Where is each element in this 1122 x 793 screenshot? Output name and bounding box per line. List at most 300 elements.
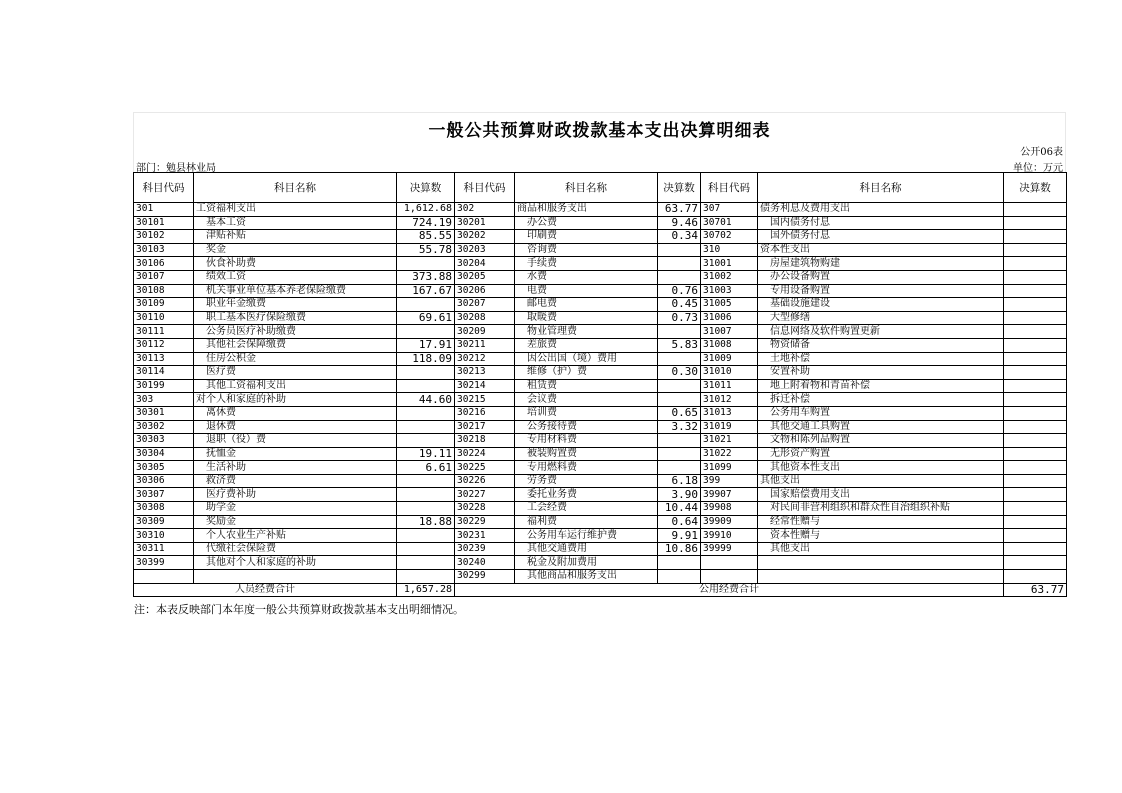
subject-code-cell: 31099 (701, 461, 758, 475)
amount-cell (1004, 203, 1067, 217)
public-total-label: 公用经费合计 (455, 583, 1004, 597)
header-name-1: 科目名称 (194, 173, 397, 203)
amount-cell: 17.91 (397, 338, 455, 352)
table-row (134, 488, 1067, 502)
subject-name-cell: 会议费 (515, 393, 658, 407)
subject-name-cell: 职工基本医疗保险缴费 (194, 311, 397, 325)
subject-code-cell: 31008 (701, 338, 758, 352)
amount-cell (397, 379, 455, 393)
table-row (134, 515, 1067, 529)
table-row (134, 542, 1067, 556)
subject-name-cell: 其他社会保障缴费 (194, 338, 397, 352)
table-row (134, 230, 1067, 244)
table-row (134, 420, 1067, 434)
table-row (134, 393, 1067, 407)
table-row (134, 270, 1067, 284)
subject-code-cell: 30108 (134, 284, 194, 298)
subject-name-cell: 租赁费 (515, 379, 658, 393)
table-row (134, 406, 1067, 420)
subject-code-cell: 30231 (455, 529, 515, 543)
amount-cell: 167.67 (397, 284, 455, 298)
subject-name-cell: 医疗费 (194, 366, 397, 380)
subject-code-cell: 30102 (134, 230, 194, 244)
subject-code-cell: 30701 (701, 216, 758, 230)
amount-cell (1004, 243, 1067, 257)
subject-code-cell: 30214 (455, 379, 515, 393)
subject-code-cell: 30304 (134, 447, 194, 461)
table-row (134, 243, 1067, 257)
subject-code-cell: 31009 (701, 352, 758, 366)
subject-name-cell: 印刷费 (515, 230, 658, 244)
subject-name-cell: 国家赔偿费用支出 (758, 488, 1004, 502)
amount-cell (1004, 406, 1067, 420)
subject-name-cell: 信息网络及软件购置更新 (758, 325, 1004, 339)
amount-cell (1004, 325, 1067, 339)
subject-name-cell: 专用材料费 (515, 434, 658, 448)
amount-cell (658, 434, 701, 448)
subject-name-cell: 邮电费 (515, 298, 658, 312)
subject-name-cell: 奖励金 (194, 515, 397, 529)
subject-code-cell: 303 (134, 393, 194, 407)
amount-cell (1004, 379, 1067, 393)
amount-cell: 9.91 (658, 529, 701, 543)
subject-code-cell: 31013 (701, 406, 758, 420)
table-row (134, 379, 1067, 393)
subject-name-cell: 办公设备购置 (758, 270, 1004, 284)
subject-code-cell: 30110 (134, 311, 194, 325)
subject-code-cell: 30306 (134, 474, 194, 488)
subject-code-cell: 39909 (701, 515, 758, 529)
amount-cell: 0.30 (658, 366, 701, 380)
subject-code-cell (134, 570, 194, 584)
subject-code-cell: 30399 (134, 556, 194, 570)
amount-cell (658, 393, 701, 407)
subject-name-cell: 公务接待费 (515, 420, 658, 434)
subject-name-cell: 其他商品和服务支出 (515, 570, 658, 584)
subject-code-cell: 31001 (701, 257, 758, 271)
subject-name-cell: 助学金 (194, 502, 397, 516)
subject-code-cell: 30702 (701, 230, 758, 244)
report-sheet (133, 112, 1066, 617)
table-row (134, 284, 1067, 298)
subject-code-cell: 30109 (134, 298, 194, 312)
subject-code-cell: 30310 (134, 529, 194, 543)
subject-name-cell: 资本性支出 (758, 243, 1004, 257)
subject-code-cell: 302 (455, 203, 515, 217)
totals-row (134, 583, 1067, 597)
table-row (134, 325, 1067, 339)
subject-name-cell: 代缴社会保险费 (194, 542, 397, 556)
header-code-2: 科目代码 (455, 173, 515, 203)
subject-name-cell: 物业管理费 (515, 325, 658, 339)
table-row (134, 203, 1067, 217)
report-title: 一般公共预算财政拨款基本支出决算明细表 (428, 121, 771, 141)
subject-code-cell: 30216 (455, 406, 515, 420)
amount-cell (1004, 461, 1067, 475)
header-name-2: 科目名称 (515, 173, 658, 203)
subject-name-cell: 其他交通费用 (515, 542, 658, 556)
subject-name-cell (758, 570, 1004, 584)
subject-name-cell: 生活补助 (194, 461, 397, 475)
table-number: 公开06表 (1020, 147, 1063, 158)
subject-code-cell: 301 (134, 203, 194, 217)
subject-name-cell: 办公费 (515, 216, 658, 230)
subject-code-cell: 30229 (455, 515, 515, 529)
subject-name-cell: 离休费 (194, 406, 397, 420)
subject-code-cell: 30204 (455, 257, 515, 271)
subject-name-cell: 津贴补贴 (194, 230, 397, 244)
subject-name-cell: 救济费 (194, 474, 397, 488)
table-row (134, 502, 1067, 516)
amount-cell: 724.19 (397, 216, 455, 230)
amount-cell: 1,612.68 (397, 203, 455, 217)
subject-code-cell: 31019 (701, 420, 758, 434)
subject-code-cell: 30217 (455, 420, 515, 434)
subject-code-cell: 30228 (455, 502, 515, 516)
amount-cell: 6.61 (397, 461, 455, 475)
subject-name-cell: 房屋建筑物购建 (758, 257, 1004, 271)
subject-code-cell: 30203 (455, 243, 515, 257)
amount-cell: 10.44 (658, 502, 701, 516)
subject-code-cell: 30303 (134, 434, 194, 448)
subject-name-cell: 维修（护）费 (515, 366, 658, 380)
header-name-3: 科目名称 (758, 173, 1004, 203)
subject-code-cell: 30209 (455, 325, 515, 339)
amount-cell (397, 420, 455, 434)
subject-code-cell: 30239 (455, 542, 515, 556)
personnel-total-label: 人员经费合计 (134, 583, 397, 597)
table-row (134, 216, 1067, 230)
subject-name-cell: 对民间非营利组织和群众性自治组织补贴 (758, 502, 1004, 516)
subject-name-cell: 地上附着物和青苗补偿 (758, 379, 1004, 393)
subject-name-cell: 基本工资 (194, 216, 397, 230)
subject-code-cell: 30218 (455, 434, 515, 448)
amount-cell (1004, 338, 1067, 352)
amount-cell: 63.77 (658, 203, 701, 217)
subject-code-cell (701, 556, 758, 570)
subject-code-cell: 39908 (701, 502, 758, 516)
subject-code-cell: 31005 (701, 298, 758, 312)
subject-name-cell: 福利费 (515, 515, 658, 529)
subject-code-cell: 31022 (701, 447, 758, 461)
subject-name-cell: 手续费 (515, 257, 658, 271)
amount-cell (397, 366, 455, 380)
subject-name-cell: 基础设施建设 (758, 298, 1004, 312)
table-row (134, 529, 1067, 543)
subject-code-cell: 30307 (134, 488, 194, 502)
subject-name-cell: 机关事业单位基本养老保险缴费 (194, 284, 397, 298)
subject-code-cell: 39907 (701, 488, 758, 502)
amount-cell (658, 243, 701, 257)
subject-name-cell: 商品和服务支出 (515, 203, 658, 217)
table-row (134, 298, 1067, 312)
amount-cell: 0.34 (658, 230, 701, 244)
subject-name-cell: 咨询费 (515, 243, 658, 257)
amount-cell: 373.88 (397, 270, 455, 284)
amount-cell (1004, 420, 1067, 434)
subject-name-cell: 物资储备 (758, 338, 1004, 352)
subject-code-cell: 30226 (455, 474, 515, 488)
amount-cell (1004, 542, 1067, 556)
subject-code-cell: 30106 (134, 257, 194, 271)
subject-code-cell: 31002 (701, 270, 758, 284)
subject-name-cell: 专用燃料费 (515, 461, 658, 475)
subject-name-cell: 债务利息及费用支出 (758, 203, 1004, 217)
amount-cell (1004, 352, 1067, 366)
amount-cell: 0.76 (658, 284, 701, 298)
subject-name-cell: 因公出国（境）费用 (515, 352, 658, 366)
subject-code-cell: 31003 (701, 284, 758, 298)
amount-cell (1004, 529, 1067, 543)
department-row (133, 156, 1066, 172)
amount-cell (658, 379, 701, 393)
subject-code-cell: 30224 (455, 447, 515, 461)
amount-cell (1004, 230, 1067, 244)
amount-cell (397, 529, 455, 543)
subject-name-cell: 经常性赠与 (758, 515, 1004, 529)
subject-code-cell: 31010 (701, 366, 758, 380)
subject-name-cell: 劳务费 (515, 474, 658, 488)
amount-cell (1004, 570, 1067, 584)
subject-code-cell: 30206 (455, 284, 515, 298)
amount-cell (397, 406, 455, 420)
amount-cell (1004, 366, 1067, 380)
amount-cell (397, 488, 455, 502)
amount-cell: 9.46 (658, 216, 701, 230)
amount-cell: 0.45 (658, 298, 701, 312)
table-row (134, 447, 1067, 461)
amount-cell: 10.86 (658, 542, 701, 556)
subject-code-cell: 31012 (701, 393, 758, 407)
subject-code-cell: 30103 (134, 243, 194, 257)
amount-cell (1004, 474, 1067, 488)
subject-code-cell: 30207 (455, 298, 515, 312)
amount-cell (1004, 270, 1067, 284)
amount-cell (397, 556, 455, 570)
subject-code-cell: 30111 (134, 325, 194, 339)
subject-name-cell: 培训费 (515, 406, 658, 420)
amount-cell (397, 257, 455, 271)
amount-cell (397, 325, 455, 339)
subject-code-cell: 30107 (134, 270, 194, 284)
amount-cell: 0.64 (658, 515, 701, 529)
amount-cell: 0.73 (658, 311, 701, 325)
subject-name-cell (194, 570, 397, 584)
subject-code-cell: 30212 (455, 352, 515, 366)
amount-cell (1004, 502, 1067, 516)
amount-cell (658, 352, 701, 366)
subject-code-cell: 30202 (455, 230, 515, 244)
subject-code-cell: 31021 (701, 434, 758, 448)
subject-name-cell: 税金及附加费用 (515, 556, 658, 570)
table-row (134, 570, 1067, 584)
subject-code-cell: 310 (701, 243, 758, 257)
subject-name-cell: 被装购置费 (515, 447, 658, 461)
subject-name-cell: 奖金 (194, 243, 397, 257)
subject-name-cell: 个人农业生产补贴 (194, 529, 397, 543)
subject-code-cell: 30240 (455, 556, 515, 570)
subject-name-cell: 专用设备购置 (758, 284, 1004, 298)
subject-name-cell: 大型修缮 (758, 311, 1004, 325)
amount-cell (1004, 515, 1067, 529)
subject-code-cell: 31007 (701, 325, 758, 339)
subject-name-cell: 住房公积金 (194, 352, 397, 366)
subject-code-cell: 39999 (701, 542, 758, 556)
subject-name-cell: 其他支出 (758, 474, 1004, 488)
table-number-row (133, 140, 1066, 156)
subject-name-cell: 工会经费 (515, 502, 658, 516)
expenditure-table (133, 172, 1067, 597)
amount-cell (1004, 488, 1067, 502)
subject-name-cell: 公务员医疗补助缴费 (194, 325, 397, 339)
amount-cell (658, 447, 701, 461)
subject-name-cell: 拆迁补偿 (758, 393, 1004, 407)
subject-name-cell: 工资福利支出 (194, 203, 397, 217)
subject-name-cell: 国内债务付息 (758, 216, 1004, 230)
amount-cell: 85.55 (397, 230, 455, 244)
subject-code-cell: 30211 (455, 338, 515, 352)
amount-cell (658, 257, 701, 271)
subject-name-cell: 土地补偿 (758, 352, 1004, 366)
amount-cell (1004, 216, 1067, 230)
subject-name-cell: 安置补助 (758, 366, 1004, 380)
subject-name-cell: 退休费 (194, 420, 397, 434)
subject-code-cell (701, 570, 758, 584)
amount-cell (1004, 257, 1067, 271)
amount-cell (397, 474, 455, 488)
amount-cell: 18.88 (397, 515, 455, 529)
subject-code-cell: 30101 (134, 216, 194, 230)
subject-name-cell: 水费 (515, 270, 658, 284)
subject-name-cell: 医疗费补助 (194, 488, 397, 502)
amount-cell (658, 556, 701, 570)
subject-code-cell: 31006 (701, 311, 758, 325)
subject-name-cell: 无形资产购置 (758, 447, 1004, 461)
amount-cell (397, 542, 455, 556)
subject-code-cell: 30227 (455, 488, 515, 502)
amount-cell (658, 325, 701, 339)
subject-name-cell (758, 556, 1004, 570)
amount-cell (397, 502, 455, 516)
subject-code-cell: 30205 (455, 270, 515, 284)
subject-name-cell: 伙食补助费 (194, 257, 397, 271)
amount-cell (1004, 311, 1067, 325)
department-label: 部门：勉县林业局 (136, 163, 216, 174)
amount-cell (397, 570, 455, 584)
table-row (134, 474, 1067, 488)
subject-name-cell: 其他工资福利支出 (194, 379, 397, 393)
subject-name-cell: 差旅费 (515, 338, 658, 352)
amount-cell: 19.11 (397, 447, 455, 461)
subject-name-cell: 公务用车购置 (758, 406, 1004, 420)
subject-name-cell: 公务用车运行维护费 (515, 529, 658, 543)
amount-cell (658, 570, 701, 584)
header-code-1: 科目代码 (134, 173, 194, 203)
subject-code-cell: 30299 (455, 570, 515, 584)
amount-cell: 0.65 (658, 406, 701, 420)
subject-code-cell: 30215 (455, 393, 515, 407)
table-row (134, 434, 1067, 448)
subject-code-cell: 30208 (455, 311, 515, 325)
amount-cell: 6.18 (658, 474, 701, 488)
header-amount-3: 决算数 (1004, 173, 1067, 203)
subject-code-cell: 399 (701, 474, 758, 488)
subject-code-cell: 31011 (701, 379, 758, 393)
table-row (134, 338, 1067, 352)
amount-cell (658, 461, 701, 475)
header-code-3: 科目代码 (701, 173, 758, 203)
subject-name-cell: 电费 (515, 284, 658, 298)
header-row (134, 173, 1067, 203)
amount-cell: 5.83 (658, 338, 701, 352)
subject-code-cell: 30225 (455, 461, 515, 475)
title-row (133, 112, 1066, 140)
subject-code-cell: 30302 (134, 420, 194, 434)
subject-code-cell: 30305 (134, 461, 194, 475)
subject-code-cell: 30113 (134, 352, 194, 366)
table-row (134, 366, 1067, 380)
subject-name-cell: 国外债务付息 (758, 230, 1004, 244)
amount-cell: 3.90 (658, 488, 701, 502)
amount-cell: 55.78 (397, 243, 455, 257)
subject-code-cell: 30199 (134, 379, 194, 393)
subject-name-cell: 取暖费 (515, 311, 658, 325)
subject-name-cell: 其他支出 (758, 542, 1004, 556)
subject-code-cell: 30301 (134, 406, 194, 420)
table-row (134, 352, 1067, 366)
subject-code-cell: 30213 (455, 366, 515, 380)
footnote: 注：本表反映部门本年度一般公共预算财政拨款基本支出明细情况。 (134, 603, 464, 617)
amount-cell: 44.60 (397, 393, 455, 407)
subject-name-cell: 对个人和家庭的补助 (194, 393, 397, 407)
subject-name-cell: 退职（役）费 (194, 434, 397, 448)
amount-cell: 3.32 (658, 420, 701, 434)
subject-name-cell: 其他对个人和家庭的补助 (194, 556, 397, 570)
header-amount-2: 决算数 (658, 173, 701, 203)
amount-cell (658, 270, 701, 284)
subject-name-cell: 职业年金缴费 (194, 298, 397, 312)
subject-name-cell: 绩效工资 (194, 270, 397, 284)
subject-name-cell: 抚恤金 (194, 447, 397, 461)
table-row (134, 461, 1067, 475)
subject-code-cell: 39910 (701, 529, 758, 543)
subject-code-cell: 30308 (134, 502, 194, 516)
amount-cell (1004, 393, 1067, 407)
subject-name-cell: 文物和陈列品购置 (758, 434, 1004, 448)
subject-code-cell: 30201 (455, 216, 515, 230)
amount-cell (1004, 298, 1067, 312)
public-total-value: 63.77 (1004, 583, 1067, 597)
subject-code-cell: 307 (701, 203, 758, 217)
subject-code-cell: 30311 (134, 542, 194, 556)
amount-cell (397, 298, 455, 312)
amount-cell (1004, 434, 1067, 448)
amount-cell: 118.09 (397, 352, 455, 366)
subject-name-cell: 其他资本性支出 (758, 461, 1004, 475)
table-row (134, 257, 1067, 271)
subject-code-cell: 30112 (134, 338, 194, 352)
amount-cell (1004, 447, 1067, 461)
amount-cell (397, 434, 455, 448)
table-row (134, 556, 1067, 570)
subject-name-cell: 资本性赠与 (758, 529, 1004, 543)
amount-cell: 69.61 (397, 311, 455, 325)
subject-name-cell: 其他交通工具购置 (758, 420, 1004, 434)
personnel-total-value: 1,657.28 (397, 583, 455, 597)
subject-code-cell: 30309 (134, 515, 194, 529)
subject-name-cell: 委托业务费 (515, 488, 658, 502)
amount-cell (1004, 284, 1067, 298)
